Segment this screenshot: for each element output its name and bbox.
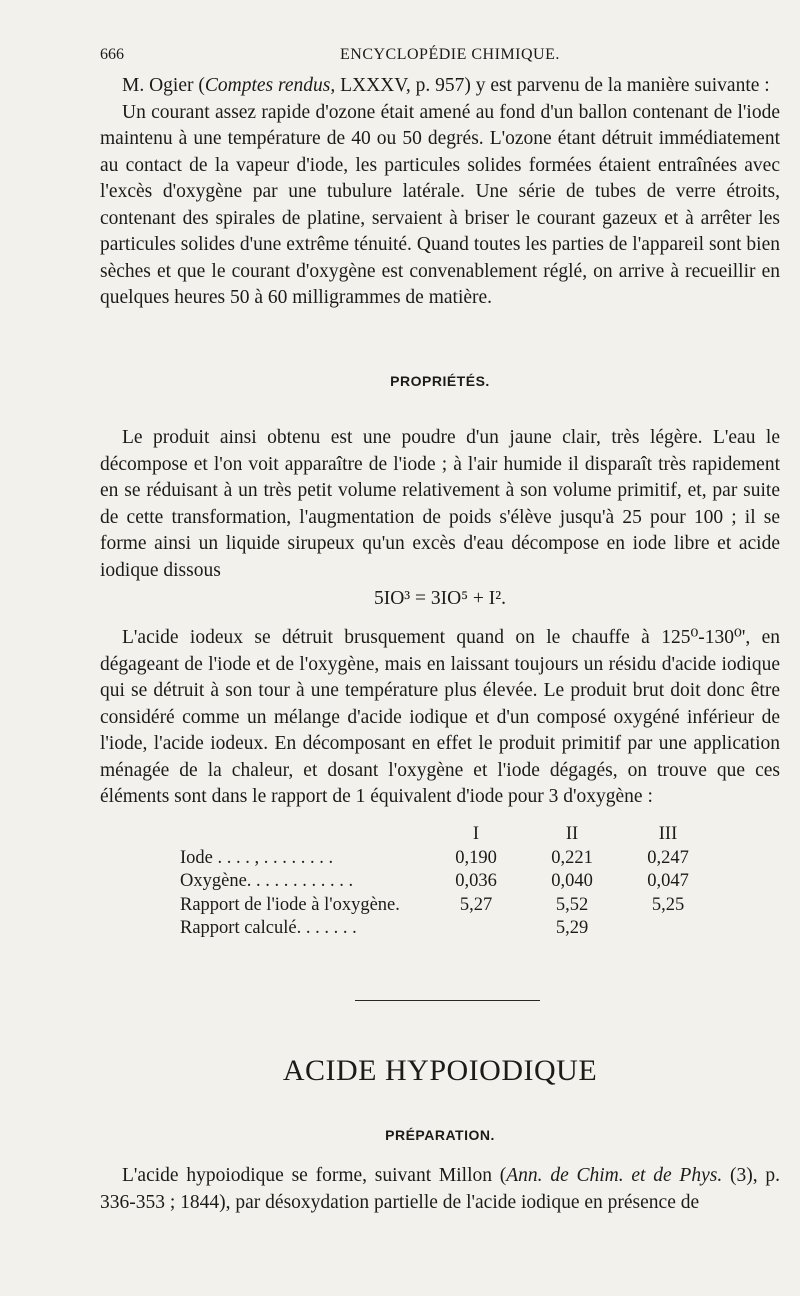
row-label: Rapport de l'iode à l'oxygène. xyxy=(180,894,400,915)
table-row xyxy=(180,917,716,941)
section-heading-preparation: PRÉPARATION. xyxy=(385,1127,495,1143)
intro-paragraph-2: Un courant assez rapide d'ozone était amené au fond d'un ballon contenant de l'iode maintenu à une température de 40 ou 50 degrés. L'ozone étant détruit immédiatement au contact de la vapeur d'iode, les particules solides formées étaient entraînées avec l'excès d'oxygène par une tubulure latérale. Une série de tubes de verre étroits, contenant des spirales de platine, servaient à briser le courant gazeux et à arrêter les particules solides d'une extrême ténuité. Quand toutes les parties de l'appareil sont bien sèches et que le courant d'oxygène est convenablement réglé, on arrive à recueillir en quelques heures 50 à 60 milligrammes de matière. xyxy=(100,101,780,308)
analysis-table xyxy=(180,823,716,941)
running-head xyxy=(100,46,780,70)
table-row xyxy=(180,894,716,918)
table-cell: 0,221 xyxy=(551,847,593,868)
row-label: Oxygène. . . . . . . . . . . . xyxy=(180,871,354,892)
chapter-title: ACIDE HYPOIODIQUE xyxy=(282,1054,598,1087)
intro-paragraph-1: M. Ogier (Comptes rendus, LXXXV, p. 957) y est parvenu de la manière suivante : xyxy=(122,75,770,96)
journal-reference: Comptes rendus, xyxy=(204,75,336,96)
table-cell: 5,52 xyxy=(555,894,589,915)
proprietes-paragraph-1: Le produit ainsi obtenu est une poudre d'un jaune clair, très légère. L'eau le décompose et l'on voit apparaître de l'iode ; à l'air humide il disparaît très rapidement en se réduisant à un très petit volume relativement à son volume primitif, et, par suite de cette transformation, l'augmentation de poids s'élève jusqu'à 25 pour 100 ; il se forme ainsi un liquide sirupeux qu'un excès d'eau décompose en iode libre et acide iodique dissous xyxy=(100,427,780,581)
chemical-equation: 5IO³ = 3IO⁵ + I². xyxy=(373,588,506,609)
table-cell: 0,040 xyxy=(551,871,593,892)
table-cell: 5,29 xyxy=(555,918,589,939)
table-cell xyxy=(428,917,524,941)
table-cell: 5,27 xyxy=(459,894,493,915)
table-cell: 5,25 xyxy=(651,894,685,915)
table-cell: 0,036 xyxy=(455,871,497,892)
intro-text xyxy=(100,73,780,312)
preparation-paragraph: L'acide hypoiodique se forme, suivant Millon (Ann. de Chim. et de Phys. (3), p. 336-353 ; 1844), par désoxydation partielle de l'acide iodique en présence de xyxy=(100,1165,780,1213)
table-cell: 0,247 xyxy=(647,847,689,868)
table-row xyxy=(180,847,716,871)
journal-reference: Ann. de Chim. et de Phys. xyxy=(506,1165,723,1186)
column-header: I xyxy=(472,824,480,845)
running-title: ENCYCLOPÉDIE CHIMIQUE. xyxy=(340,46,560,63)
section-divider xyxy=(355,1000,540,1001)
table-header-row xyxy=(180,823,716,847)
table-cell: 0,190 xyxy=(455,847,497,868)
row-label: Iode . . . . , . . . . . . . . xyxy=(180,847,334,868)
section-heading-proprietes: PROPRIÉTÉS. xyxy=(390,373,490,389)
table-row xyxy=(180,870,716,894)
proprietes-paragraph-2: L'acide iodeux se détruit brusquement quand on le chauffe à 125⁰-130⁰', en dégageant de l'iode et de l'oxygène, mais en laissant toujours un résidu d'acide iodique qui se détruit à son tour à une température plus élevée. Le produit brut doit donc être considéré comme un mélange d'acide iodique et d'un composé oxygéné inférieur de l'iode, l'acide iodeux. En décomposant en effet le produit primitif par une application ménagée de la chaleur, et dosant l'oxygène et l'iode dégagés, on trouve que ces éléments sont dans le rapport de 1 équivalent d'iode pour 3 d'oxygène : xyxy=(100,627,780,807)
column-header: III xyxy=(658,824,678,845)
page-number: 666 xyxy=(100,46,124,63)
row-label: Rapport calculé. . . . . . . xyxy=(180,918,357,939)
table-cell: 0,047 xyxy=(647,871,689,892)
table-cell xyxy=(620,917,716,941)
column-header: II xyxy=(565,824,579,845)
